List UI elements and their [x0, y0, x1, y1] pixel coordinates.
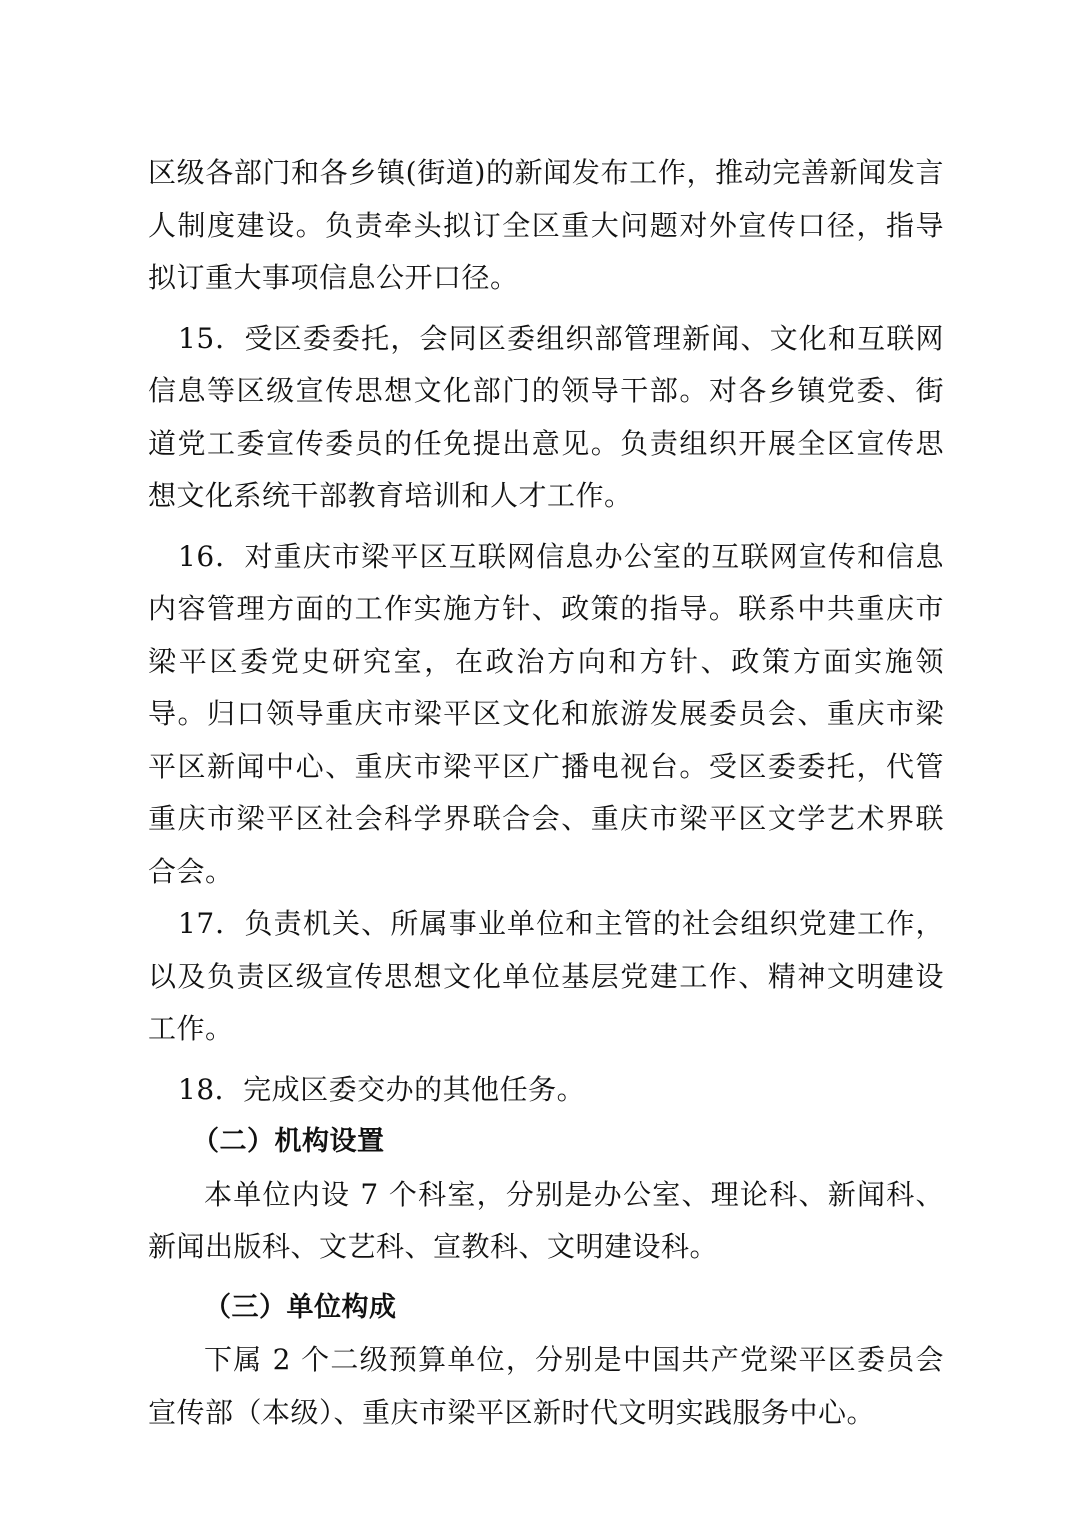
section-heading-org-setup: （二）机构设置 — [192, 1126, 385, 1157]
document-page — [148, 147, 944, 1439]
paragraph-item-16: 16．对重庆市梁平区互联网信息办公室的互联网宣传和信息内容管理方面的工作实施方针、政策的指导。联系中共重庆市梁平区委党史研究室，在政治方向和方针、政策方面实施领导。归口领导重庆市梁平区文化和旅游发展委员会、重庆市梁平区新闻中心、重庆市梁平区广播电视台。受区委委托，代管重庆市梁平区社会科学界联合会、重庆市梁平区文学艺术界联合会。 — [148, 539, 944, 888]
paragraph-org-setup: 本单位内设 7 个科室，分别是办公室、理论科、新闻科、新闻出版科、文艺科、宣教科、文明建设科。 — [148, 1177, 944, 1263]
paragraph-item-15: 15．受区委委托，会同区委组织部管理新闻、文化和互联网信息等区级宣传思想文化部门的领导干部。对各乡镇党委、街道党工委宣传委员的任免提出意见。负责组织开展全区宣传思想文化系统干部教育培训和人才工作。 — [148, 321, 944, 512]
paragraph-continuation: 区级各部门和各乡镇(街道)的新闻发布工作，推动完善新闻发言人制度建设。负责牵头拟订全区重大问题对外宣传口径，指导拟订重大事项信息公开口径。 — [148, 156, 944, 294]
paragraph-item-17: 17．负责机关、所属事业单位和主管的社会组织党建工作，以及负责区级宣传思想文化单位基层党建工作、精神文明建设工作。 — [148, 907, 944, 1045]
paragraph-item-18: 18．完成区委交办的其他任务。 — [178, 1072, 586, 1106]
section-heading-unit-composition: （三）单位构成 — [204, 1291, 397, 1323]
paragraph-unit-composition: 下属 2 个二级预算单位，分别是中国共产党梁平区委员会宣传部（本级）、重庆市梁平区新时代文明实践服务中心。 — [148, 1343, 944, 1429]
